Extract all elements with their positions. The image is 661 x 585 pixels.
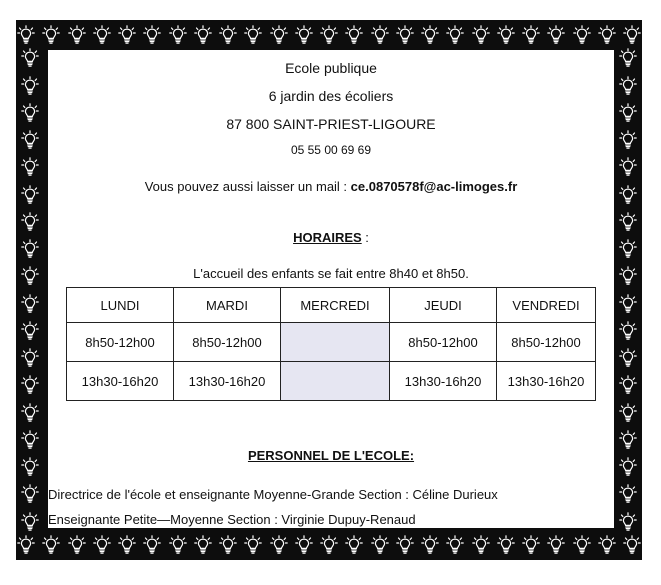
lightbulb-icon xyxy=(142,24,162,46)
lightbulb-icon xyxy=(218,24,238,46)
lightbulb-icon xyxy=(20,238,40,260)
lightbulb-icon xyxy=(243,24,263,46)
table-row-morning xyxy=(67,323,596,362)
lightbulb-icon xyxy=(471,534,491,556)
lightbulb-icon xyxy=(546,24,566,46)
staff-heading xyxy=(48,448,614,463)
phone-number: 05 55 00 69 69 xyxy=(290,143,372,157)
lightbulb-icon xyxy=(370,24,390,46)
staff-line-teacher: Enseignante Petite—Moyenne Section : Virginie Dupuy-Renaud xyxy=(48,512,416,527)
school-name: Ecole publique xyxy=(285,60,377,76)
lightbulb-icon xyxy=(597,534,617,556)
lightbulb-icon xyxy=(193,24,213,46)
hours-cell: 13h30-16h20 xyxy=(390,362,497,401)
lightbulb-icon xyxy=(618,402,638,424)
hours-cell: 8h50-12h00 xyxy=(67,323,174,362)
lightbulb-icon xyxy=(622,534,642,556)
lightbulb-icon xyxy=(521,534,541,556)
lightbulb-icon xyxy=(20,429,40,451)
table-row-afternoon xyxy=(67,362,596,401)
day-header: MARDI xyxy=(174,288,281,323)
lightbulb-icon xyxy=(117,534,137,556)
day-header: JEUDI xyxy=(390,288,497,323)
schedule-heading xyxy=(48,230,614,245)
table-header-row xyxy=(67,288,596,323)
lightbulb-icon xyxy=(618,456,638,478)
lightbulb-icon xyxy=(618,211,638,233)
day-header: VENDREDI xyxy=(497,288,596,323)
mail-prefix: Vous pouvez aussi laisser un mail : xyxy=(144,179,351,194)
lightbulb-icon xyxy=(20,211,40,233)
staff-heading-text: PERSONNEL DE L'ECOLE: xyxy=(247,448,415,463)
lightbulb-icon xyxy=(344,24,364,46)
lightbulb-icon xyxy=(20,347,40,369)
lightbulb-icon xyxy=(445,534,465,556)
lightbulb-icon xyxy=(20,265,40,287)
lightbulb-icon xyxy=(420,534,440,556)
lightbulb-icon xyxy=(243,534,263,556)
lightbulb-icon xyxy=(597,24,617,46)
schedule-intro: L'accueil des enfants se fait entre 8h40 et 8h50. xyxy=(193,266,469,281)
lightbulb-icon xyxy=(67,534,87,556)
lightbulb-icon xyxy=(20,402,40,424)
lightbulb-icon xyxy=(618,511,638,533)
lightbulb-icon xyxy=(269,24,289,46)
lightbulb-icon xyxy=(618,293,638,315)
day-header: MERCREDI xyxy=(281,288,390,323)
city: 87 800 SAINT-PRIEST-LIGOURE xyxy=(226,116,436,132)
lightbulb-icon xyxy=(294,534,314,556)
lightbulb-icon xyxy=(20,456,40,478)
lightbulb-icon xyxy=(496,24,516,46)
lightbulb-icon xyxy=(20,102,40,124)
lightbulb-icon xyxy=(618,47,638,69)
lightbulb-icon xyxy=(20,47,40,69)
lightbulb-icon xyxy=(20,156,40,178)
lightbulb-icon xyxy=(41,24,61,46)
closed-day-cell xyxy=(281,323,390,362)
hours-cell: 13h30-16h20 xyxy=(174,362,281,401)
lightbulb-icon xyxy=(20,374,40,396)
lightbulb-icon xyxy=(193,534,213,556)
mail-address[interactable]: ce.0870578f@ac-limoges.fr xyxy=(350,179,518,194)
lightbulb-icon xyxy=(618,265,638,287)
lightbulb-icon xyxy=(618,429,638,451)
lightbulb-icon xyxy=(168,534,188,556)
hours-cell: 13h30-16h20 xyxy=(67,362,174,401)
lightbulb-icon xyxy=(344,534,364,556)
lightbulb-icon xyxy=(618,156,638,178)
lightbulb-icon xyxy=(521,24,541,46)
lightbulb-icon xyxy=(395,24,415,46)
lightbulb-icon xyxy=(618,129,638,151)
lightbulb-icon xyxy=(20,129,40,151)
lightbulb-icon xyxy=(20,293,40,315)
lightbulb-icon xyxy=(370,534,390,556)
lightbulb-icon xyxy=(618,483,638,505)
lightbulb-icon xyxy=(16,534,36,556)
hours-cell: 8h50-12h00 xyxy=(390,323,497,362)
lightbulb-icon xyxy=(142,534,162,556)
mail-line xyxy=(48,179,614,194)
lightbulb-icon xyxy=(445,24,465,46)
lightbulb-icon xyxy=(618,320,638,342)
hours-cell: 8h50-12h00 xyxy=(174,323,281,362)
lightbulb-icon xyxy=(546,534,566,556)
staff-line-director: Directrice de l'école et enseignante Moyenne-Grande Section : Céline Durieux xyxy=(48,487,498,502)
lightbulb-icon xyxy=(622,24,642,46)
lightbulb-icon xyxy=(319,24,339,46)
lightbulb-icon xyxy=(218,534,238,556)
lightbulb-icon xyxy=(572,24,592,46)
lightbulb-icon xyxy=(20,184,40,206)
lightbulb-icon xyxy=(20,511,40,533)
schedule-heading-suffix: : xyxy=(361,230,369,245)
lightbulb-icon xyxy=(20,320,40,342)
lightbulb-icon xyxy=(618,374,638,396)
hours-cell: 13h30-16h20 xyxy=(497,362,596,401)
lightbulb-icon xyxy=(294,24,314,46)
street-address: 6 jardin des écoliers xyxy=(268,88,394,104)
lightbulb-icon xyxy=(20,483,40,505)
hours-cell: 8h50-12h00 xyxy=(497,323,596,362)
lightbulb-icon xyxy=(41,534,61,556)
schedule-heading-text: HORAIRES xyxy=(293,230,362,245)
lightbulb-icon xyxy=(269,534,289,556)
lightbulb-icon xyxy=(117,24,137,46)
lightbulb-icon xyxy=(395,534,415,556)
schedule-table xyxy=(66,287,596,401)
day-header: LUNDI xyxy=(67,288,174,323)
lightbulb-icon xyxy=(67,24,87,46)
lightbulb-icon xyxy=(92,24,112,46)
lightbulb-icon xyxy=(92,534,112,556)
lightbulb-icon xyxy=(420,24,440,46)
lightbulb-icon xyxy=(471,24,491,46)
lightbulb-icon xyxy=(618,184,638,206)
lightbulb-icon xyxy=(572,534,592,556)
lightbulb-icon xyxy=(496,534,516,556)
lightbulb-icon xyxy=(618,102,638,124)
lightbulb-icon xyxy=(168,24,188,46)
lightbulb-icon xyxy=(16,24,36,46)
lightbulb-icon xyxy=(618,238,638,260)
lightbulb-icon xyxy=(618,75,638,97)
lightbulb-icon xyxy=(20,75,40,97)
lightbulb-icon xyxy=(618,347,638,369)
closed-day-cell xyxy=(281,362,390,401)
lightbulb-icon xyxy=(319,534,339,556)
